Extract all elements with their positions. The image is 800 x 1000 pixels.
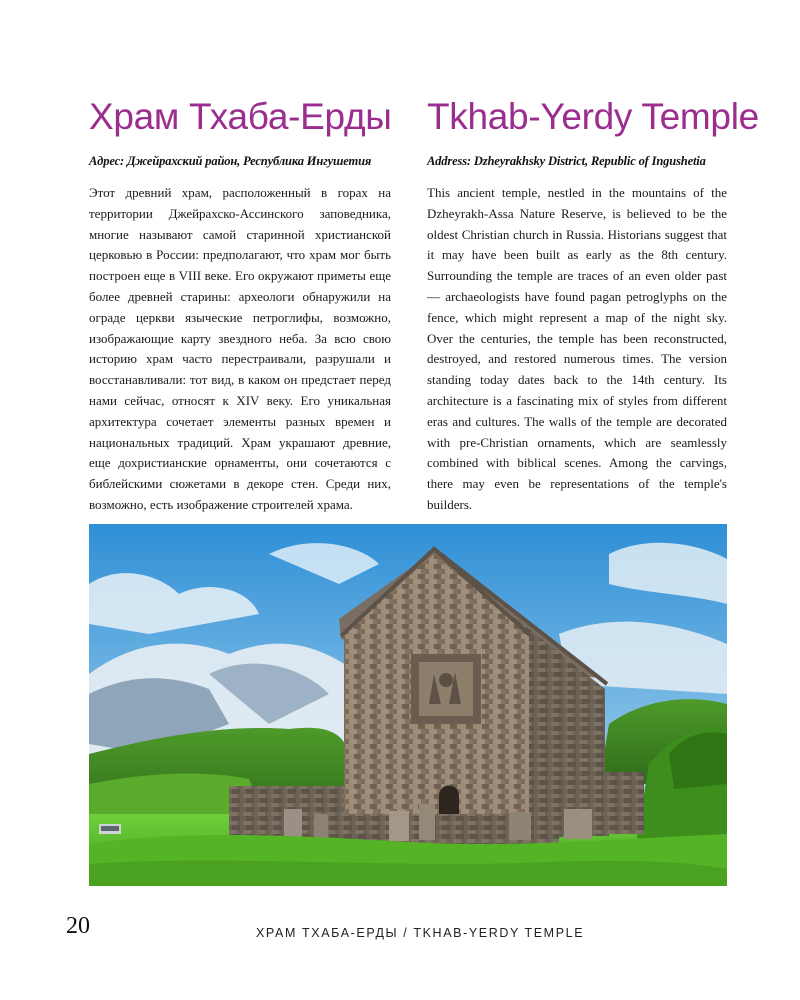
russian-title: Храм Тхаба-Ерды xyxy=(89,96,392,137)
russian-body-text: Этот древний храм, расположенный в горах на территории Джейрахско-Ассинского заповедника, многие называют самой старинной христианской церковью в России: предполагают, что храм мог быть построен еще в VIII веке. Его окружают приметы еще более древней старины: археологи обнаружили на ограде церкви языческие петроглифы, возможно, изображающие карту звездного неба. За всю свою историю храм часто перестраивали, разрушали и восстанавливали: тот вид, в каком он предстает перед нами сейчас, относят к XIV веку. Его уникальная архитектура сочетает элементы разных времен и национальных традиций. Храм украшают древние, еще дохристианские орнаменты, они сочетаются с библейскими сюжетами в декоре стен. Среди них, возможно, есть изображение строителей храма. xyxy=(89,185,391,512)
english-body-text: This ancient temple, nestled in the mountains of the Dzheyrakh-Assa Nature Reserve, is believed to be the oldest Christian church in Russia. Historians suggest that it may have been built as early as the 8th century. Surrounding the temple are traces of an even older past — archaeologists have found pagan petroglyphs on the fence, which might represent a map of the night sky. Over the centuries, the temple has been reconstructed, destroyed, and restored numerous times. The version standing today dates back to the 14th century. Its architecture is a fascinating mix of styles from different eras and cultures. The walls of the temple are decorated with pre-Christian ornaments, which are seamlessly combined with biblical scenes. Among the carvings, there may even be representations of the temple's builders. xyxy=(427,185,727,512)
running-title: ХРАМ ТХАБА-ЕРДЫ / TKHAB-YERDY TEMPLE xyxy=(256,926,585,940)
english-address: Address: Dzheyrakhsky District, Republic of Ingushetia xyxy=(427,154,706,168)
russian-column xyxy=(89,95,391,516)
russian-address: Адрес: Джейрахский район, Республика Ингушетия xyxy=(89,154,372,168)
temple-photo xyxy=(89,524,727,886)
page-number: 20 xyxy=(66,913,90,939)
english-title: Tkhab-Yerdy Temple xyxy=(427,96,759,137)
english-column xyxy=(427,95,759,516)
